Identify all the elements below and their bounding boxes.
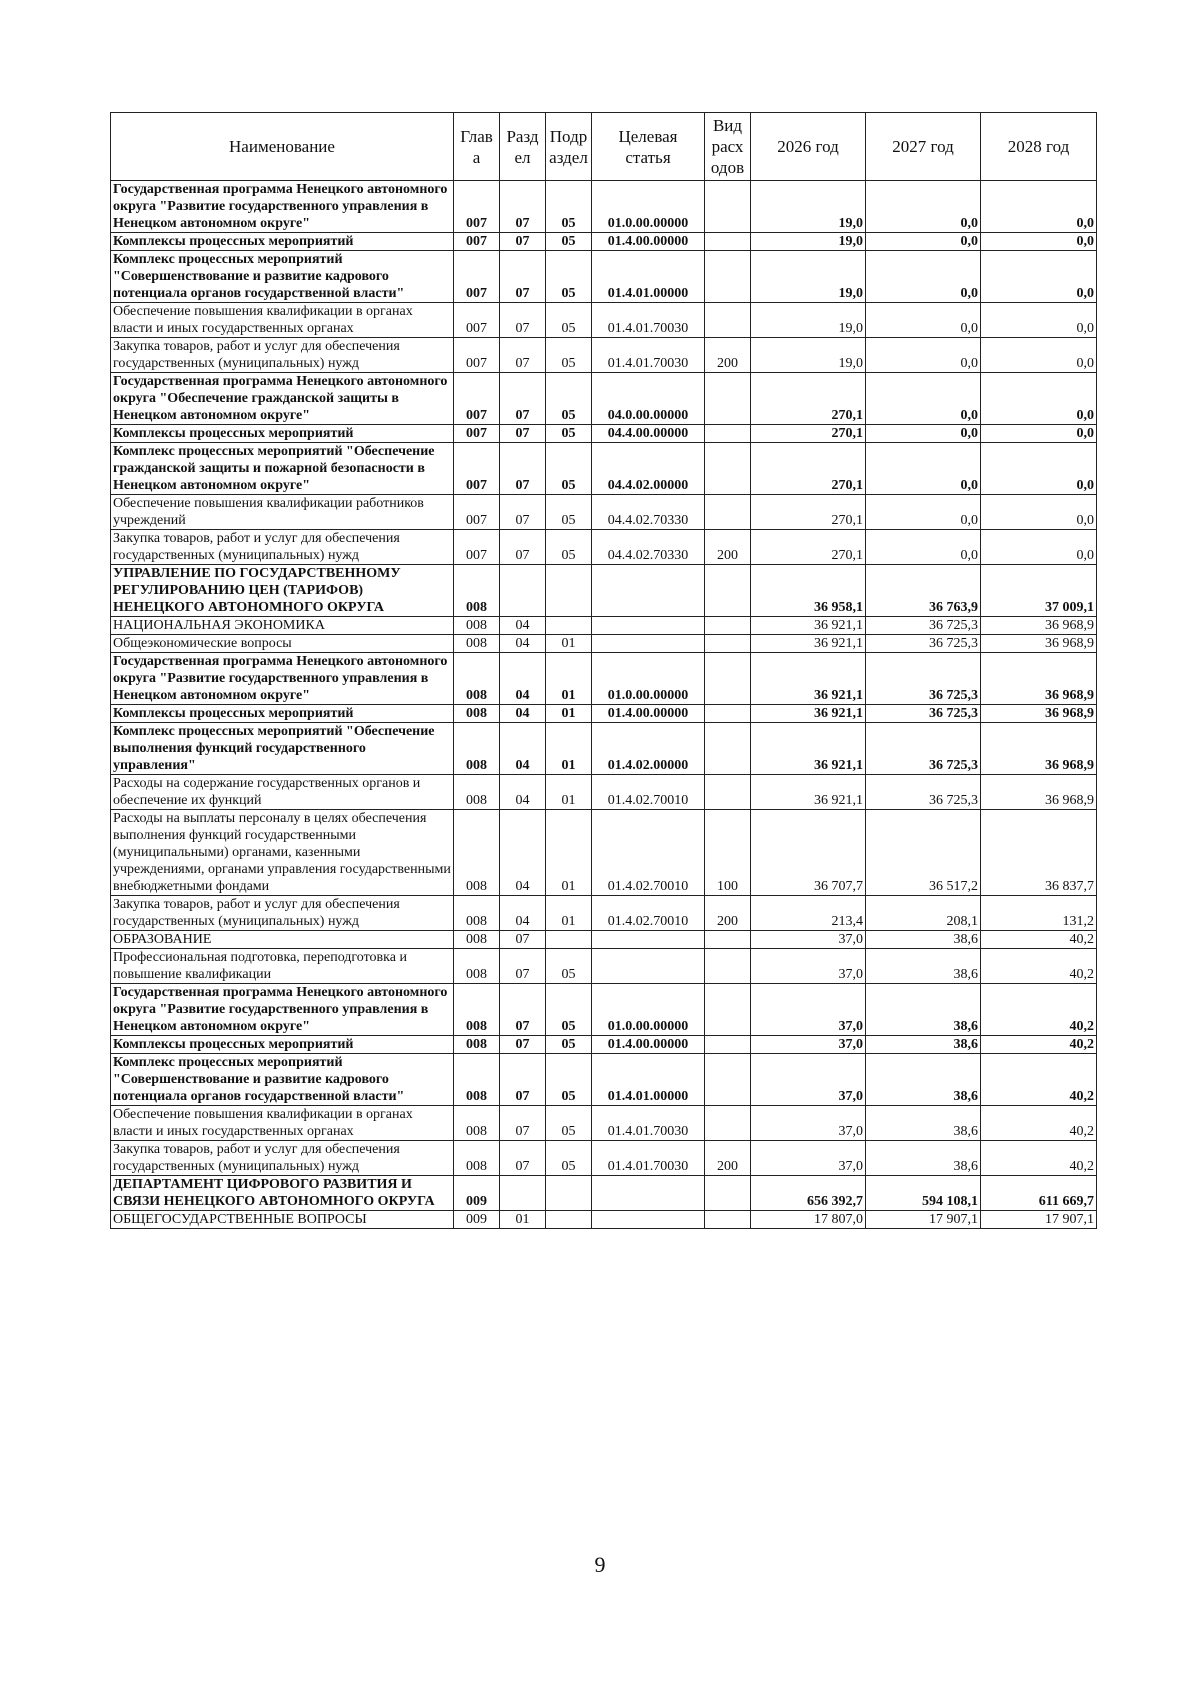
cell-2027: 0,0 — [866, 373, 981, 425]
cell-target-article: 01.4.01.00000 — [592, 251, 705, 303]
cell-chapter: 007 — [454, 373, 500, 425]
table-row — [111, 617, 1097, 635]
cell-2027: 36 725,3 — [866, 723, 981, 775]
header-expense-type: Вид расх одов — [705, 113, 751, 181]
page-number: 9 — [594, 1552, 606, 1577]
cell-section: 04 — [500, 723, 546, 775]
cell-section: 07 — [500, 949, 546, 984]
cell-2027: 38,6 — [866, 949, 981, 984]
table-row — [111, 530, 1097, 565]
table-row — [111, 635, 1097, 653]
cell-target-article — [592, 635, 705, 653]
table-row — [111, 1211, 1097, 1229]
table-row — [111, 653, 1097, 705]
cell-name: ОБРАЗОВАНИЕ — [111, 931, 454, 949]
cell-target-article: 01.0.00.00000 — [592, 653, 705, 705]
cell-chapter: 008 — [454, 653, 500, 705]
cell-section: 07 — [500, 984, 546, 1036]
cell-2028: 36 968,9 — [981, 653, 1097, 705]
cell-chapter: 007 — [454, 233, 500, 251]
cell-name: Комплексы процессных мероприятий — [111, 1036, 454, 1054]
table-row — [111, 303, 1097, 338]
cell-subsection: 01 — [546, 635, 592, 653]
cell-2027: 36 725,3 — [866, 775, 981, 810]
cell-section: 07 — [500, 233, 546, 251]
cell-target-article: 01.4.02.70010 — [592, 896, 705, 931]
cell-target-article: 01.4.02.00000 — [592, 723, 705, 775]
cell-name: Государственная программа Ненецкого автономного округа "Обеспечение гражданской защиты в Ненецком автономном округе" — [111, 373, 454, 425]
cell-expense-type — [705, 1054, 751, 1106]
cell-2028: 40,2 — [981, 949, 1097, 984]
cell-2026: 19,0 — [751, 338, 866, 373]
header-year-2028: 2028 год — [981, 113, 1097, 181]
cell-section: 04 — [500, 617, 546, 635]
cell-target-article: 01.4.00.00000 — [592, 1036, 705, 1054]
table-row — [111, 443, 1097, 495]
cell-section: 01 — [500, 1211, 546, 1229]
cell-section: 07 — [500, 338, 546, 373]
cell-name: Комплекс процессных мероприятий "Обеспечение выполнения функций государственного управления" — [111, 723, 454, 775]
cell-expense-type — [705, 984, 751, 1036]
cell-chapter: 008 — [454, 896, 500, 931]
cell-expense-type: 100 — [705, 810, 751, 896]
cell-subsection: 01 — [546, 810, 592, 896]
cell-subsection: 05 — [546, 1141, 592, 1176]
cell-2027: 594 108,1 — [866, 1176, 981, 1211]
cell-expense-type — [705, 705, 751, 723]
cell-chapter: 007 — [454, 443, 500, 495]
table-row — [111, 1141, 1097, 1176]
cell-subsection: 05 — [546, 530, 592, 565]
table-header-row — [111, 113, 1097, 181]
cell-chapter: 008 — [454, 810, 500, 896]
cell-subsection: 05 — [546, 443, 592, 495]
cell-section: 07 — [500, 495, 546, 530]
cell-chapter: 008 — [454, 1054, 500, 1106]
cell-2027: 38,6 — [866, 984, 981, 1036]
cell-2026: 37,0 — [751, 1054, 866, 1106]
cell-expense-type — [705, 1211, 751, 1229]
cell-subsection: 05 — [546, 984, 592, 1036]
cell-section: 04 — [500, 653, 546, 705]
cell-2026: 270,1 — [751, 373, 866, 425]
cell-expense-type — [705, 303, 751, 338]
cell-chapter: 007 — [454, 425, 500, 443]
cell-subsection: 05 — [546, 495, 592, 530]
cell-2028: 0,0 — [981, 530, 1097, 565]
table-row — [111, 705, 1097, 723]
cell-expense-type — [705, 373, 751, 425]
cell-section: 04 — [500, 896, 546, 931]
cell-target-article: 04.4.02.70330 — [592, 495, 705, 530]
cell-target-article — [592, 617, 705, 635]
cell-expense-type — [705, 443, 751, 495]
cell-name: Закупка товаров, работ и услуг для обеспечения государственных (муниципальных) нужд — [111, 1141, 454, 1176]
cell-2027: 38,6 — [866, 931, 981, 949]
cell-2026: 19,0 — [751, 303, 866, 338]
cell-name: Закупка товаров, работ и услуг для обеспечения государственных (муниципальных) нужд — [111, 530, 454, 565]
cell-name: Комплексы процессных мероприятий — [111, 705, 454, 723]
cell-target-article — [592, 565, 705, 617]
cell-2026: 36 921,1 — [751, 775, 866, 810]
cell-expense-type — [705, 653, 751, 705]
cell-2028: 0,0 — [981, 233, 1097, 251]
cell-section: 07 — [500, 1106, 546, 1141]
cell-name: ДЕПАРТАМЕНТ ЦИФРОВОГО РАЗВИТИЯ И СВЯЗИ НЕНЕЦКОГО АВТОНОМНОГО ОКРУГА — [111, 1176, 454, 1211]
cell-name: Комплекс процессных мероприятий "Совершенствование и развитие кадрового потенциала органов государственной власти" — [111, 1054, 454, 1106]
cell-2026: 37,0 — [751, 1106, 866, 1141]
table-row — [111, 233, 1097, 251]
cell-2027: 36 517,2 — [866, 810, 981, 896]
cell-chapter: 008 — [454, 1141, 500, 1176]
cell-2028: 36 968,9 — [981, 775, 1097, 810]
cell-chapter: 009 — [454, 1176, 500, 1211]
header-year-2026: 2026 год — [751, 113, 866, 181]
cell-expense-type — [705, 635, 751, 653]
cell-chapter: 008 — [454, 931, 500, 949]
cell-name: Государственная программа Ненецкого автономного округа "Развитие государственного управления в Ненецком автономном округе" — [111, 653, 454, 705]
cell-section: 04 — [500, 810, 546, 896]
header-year-2027: 2027 год — [866, 113, 981, 181]
table-row — [111, 495, 1097, 530]
cell-subsection — [546, 931, 592, 949]
cell-expense-type — [705, 1176, 751, 1211]
cell-name: НАЦИОНАЛЬНАЯ ЭКОНОМИКА — [111, 617, 454, 635]
cell-target-article — [592, 1211, 705, 1229]
table-row — [111, 949, 1097, 984]
cell-section: 07 — [500, 181, 546, 233]
cell-2026: 36 921,1 — [751, 635, 866, 653]
cell-chapter: 009 — [454, 1211, 500, 1229]
cell-name: Обеспечение повышения квалификации в органах власти и иных государственных органах — [111, 1106, 454, 1141]
cell-chapter: 008 — [454, 984, 500, 1036]
cell-subsection — [546, 1176, 592, 1211]
cell-2026: 37,0 — [751, 1036, 866, 1054]
header-name: Наименование — [111, 113, 454, 181]
cell-2027: 0,0 — [866, 425, 981, 443]
cell-chapter: 008 — [454, 775, 500, 810]
cell-target-article: 04.4.02.70330 — [592, 530, 705, 565]
cell-2028: 611 669,7 — [981, 1176, 1097, 1211]
cell-2027: 36 725,3 — [866, 653, 981, 705]
cell-2028: 131,2 — [981, 896, 1097, 931]
cell-2028: 36 968,9 — [981, 705, 1097, 723]
cell-section: 07 — [500, 425, 546, 443]
cell-subsection: 05 — [546, 1054, 592, 1106]
cell-chapter: 008 — [454, 705, 500, 723]
cell-name: Комплекс процессных мероприятий "Обеспечение гражданской защиты и пожарной безопасности в Ненецком автономном округе" — [111, 443, 454, 495]
cell-section: 04 — [500, 635, 546, 653]
cell-2027: 0,0 — [866, 495, 981, 530]
cell-2027: 36 725,3 — [866, 635, 981, 653]
header-target-article: Целевая статья — [592, 113, 705, 181]
cell-subsection — [546, 1211, 592, 1229]
cell-2027: 17 907,1 — [866, 1211, 981, 1229]
cell-name: Закупка товаров, работ и услуг для обеспечения государственных (муниципальных) нужд — [111, 896, 454, 931]
cell-expense-type: 200 — [705, 1141, 751, 1176]
cell-name: ОБЩЕГОСУДАРСТВЕННЫЕ ВОПРОСЫ — [111, 1211, 454, 1229]
table-row — [111, 1036, 1097, 1054]
cell-expense-type: 200 — [705, 896, 751, 931]
cell-chapter: 007 — [454, 338, 500, 373]
cell-chapter: 007 — [454, 181, 500, 233]
cell-target-article: 01.4.02.70010 — [592, 775, 705, 810]
cell-expense-type — [705, 565, 751, 617]
cell-chapter: 008 — [454, 949, 500, 984]
cell-subsection: 05 — [546, 233, 592, 251]
table-row — [111, 373, 1097, 425]
cell-target-article: 04.0.00.00000 — [592, 373, 705, 425]
cell-chapter: 008 — [454, 635, 500, 653]
cell-2028: 0,0 — [981, 373, 1097, 425]
cell-2028: 36 968,9 — [981, 723, 1097, 775]
cell-target-article — [592, 931, 705, 949]
cell-target-article: 01.0.00.00000 — [592, 984, 705, 1036]
table-row — [111, 338, 1097, 373]
cell-expense-type — [705, 775, 751, 810]
table-body — [111, 181, 1097, 1229]
cell-2028: 36 968,9 — [981, 635, 1097, 653]
header-section: Разд ел — [500, 113, 546, 181]
table-row — [111, 896, 1097, 931]
table-row — [111, 565, 1097, 617]
cell-name: Закупка товаров, работ и услуг для обеспечения государственных (муниципальных) нужд — [111, 338, 454, 373]
cell-name: Комплексы процессных мероприятий — [111, 233, 454, 251]
cell-section: 07 — [500, 931, 546, 949]
cell-2027: 0,0 — [866, 303, 981, 338]
cell-section: 07 — [500, 1054, 546, 1106]
cell-subsection: 05 — [546, 949, 592, 984]
cell-2028: 37 009,1 — [981, 565, 1097, 617]
cell-2027: 38,6 — [866, 1054, 981, 1106]
cell-2028: 0,0 — [981, 443, 1097, 495]
cell-subsection: 05 — [546, 373, 592, 425]
cell-chapter: 007 — [454, 530, 500, 565]
cell-section: 07 — [500, 1036, 546, 1054]
cell-subsection: 01 — [546, 723, 592, 775]
table-row — [111, 810, 1097, 896]
table-row — [111, 425, 1097, 443]
cell-subsection: 05 — [546, 303, 592, 338]
cell-name: Общеэкономические вопросы — [111, 635, 454, 653]
cell-2026: 19,0 — [751, 181, 866, 233]
cell-2028: 36 968,9 — [981, 617, 1097, 635]
cell-subsection: 01 — [546, 705, 592, 723]
cell-expense-type — [705, 181, 751, 233]
cell-2027: 38,6 — [866, 1036, 981, 1054]
cell-2027: 36 725,3 — [866, 705, 981, 723]
cell-2028: 36 837,7 — [981, 810, 1097, 896]
cell-target-article — [592, 1176, 705, 1211]
cell-2026: 37,0 — [751, 949, 866, 984]
cell-section: 07 — [500, 303, 546, 338]
cell-2027: 0,0 — [866, 530, 981, 565]
cell-2027: 36 725,3 — [866, 617, 981, 635]
table-row — [111, 181, 1097, 233]
cell-name: Обеспечение повышения квалификации работников учреждений — [111, 495, 454, 530]
cell-subsection: 05 — [546, 1036, 592, 1054]
cell-subsection — [546, 565, 592, 617]
cell-2026: 36 921,1 — [751, 653, 866, 705]
cell-name: Государственная программа Ненецкого автономного округа "Развитие государственного управления в Ненецком автономном округе" — [111, 181, 454, 233]
cell-2027: 208,1 — [866, 896, 981, 931]
cell-name: Профессиональная подготовка, переподготовка и повышение квалификации — [111, 949, 454, 984]
cell-chapter: 007 — [454, 251, 500, 303]
cell-2028: 0,0 — [981, 251, 1097, 303]
cell-2026: 36 921,1 — [751, 617, 866, 635]
cell-expense-type — [705, 495, 751, 530]
cell-subsection: 05 — [546, 425, 592, 443]
cell-2028: 0,0 — [981, 425, 1097, 443]
cell-2027: 0,0 — [866, 443, 981, 495]
cell-2028: 40,2 — [981, 984, 1097, 1036]
cell-2026: 36 707,7 — [751, 810, 866, 896]
cell-section: 07 — [500, 373, 546, 425]
cell-section: 07 — [500, 530, 546, 565]
cell-2026: 36 958,1 — [751, 565, 866, 617]
cell-2026: 213,4 — [751, 896, 866, 931]
cell-2028: 40,2 — [981, 1036, 1097, 1054]
cell-2026: 17 807,0 — [751, 1211, 866, 1229]
table-row — [111, 1106, 1097, 1141]
cell-2028: 0,0 — [981, 303, 1097, 338]
cell-2026: 36 921,1 — [751, 723, 866, 775]
cell-2026: 37,0 — [751, 1141, 866, 1176]
cell-chapter: 008 — [454, 1036, 500, 1054]
cell-target-article: 01.4.02.70010 — [592, 810, 705, 896]
cell-expense-type — [705, 251, 751, 303]
table-row — [111, 723, 1097, 775]
cell-target-article: 01.4.01.00000 — [592, 1054, 705, 1106]
cell-2027: 0,0 — [866, 338, 981, 373]
cell-section — [500, 1176, 546, 1211]
cell-target-article: 01.4.01.70030 — [592, 1141, 705, 1176]
cell-2028: 40,2 — [981, 1106, 1097, 1141]
cell-section: 07 — [500, 1141, 546, 1176]
cell-chapter: 008 — [454, 617, 500, 635]
cell-2027: 36 763,9 — [866, 565, 981, 617]
cell-section: 04 — [500, 705, 546, 723]
cell-name: Комплекс процессных мероприятий "Совершенствование и развитие кадрового потенциала органов государственной власти" — [111, 251, 454, 303]
cell-subsection: 01 — [546, 775, 592, 810]
cell-2026: 656 392,7 — [751, 1176, 866, 1211]
cell-chapter: 008 — [454, 723, 500, 775]
cell-chapter: 007 — [454, 303, 500, 338]
cell-subsection: 05 — [546, 181, 592, 233]
cell-2026: 37,0 — [751, 984, 866, 1036]
cell-2026: 19,0 — [751, 233, 866, 251]
cell-name: Обеспечение повышения квалификации в органах власти и иных государственных органах — [111, 303, 454, 338]
cell-chapter: 007 — [454, 495, 500, 530]
table-row — [111, 251, 1097, 303]
header-chapter: Глав а — [454, 113, 500, 181]
cell-2026: 270,1 — [751, 443, 866, 495]
cell-2026: 270,1 — [751, 530, 866, 565]
cell-name: Расходы на выплаты персоналу в целях обеспечения выполнения функций государственными (муниципальными) органами, казенными учреждениями, органами управления государственными внебюджетными фондами — [111, 810, 454, 896]
cell-section: 07 — [500, 443, 546, 495]
cell-target-article: 01.4.01.70030 — [592, 338, 705, 373]
cell-target-article: 01.0.00.00000 — [592, 181, 705, 233]
cell-subsection: 05 — [546, 251, 592, 303]
cell-2026: 19,0 — [751, 251, 866, 303]
cell-2027: 0,0 — [866, 251, 981, 303]
cell-expense-type — [705, 1036, 751, 1054]
cell-2028: 40,2 — [981, 1141, 1097, 1176]
cell-subsection: 01 — [546, 653, 592, 705]
cell-2026: 37,0 — [751, 931, 866, 949]
cell-expense-type — [705, 1106, 751, 1141]
cell-name: УПРАВЛЕНИЕ ПО ГОСУДАРСТВЕННОМУ РЕГУЛИРОВАНИЮ ЦЕН (ТАРИФОВ) НЕНЕЦКОГО АВТОНОМНОГО ОКРУГА — [111, 565, 454, 617]
cell-target-article: 04.4.00.00000 — [592, 425, 705, 443]
cell-subsection: 05 — [546, 1106, 592, 1141]
cell-target-article: 01.4.01.70030 — [592, 1106, 705, 1141]
cell-expense-type — [705, 233, 751, 251]
cell-name: Государственная программа Ненецкого автономного округа "Развитие государственного управления в Ненецком автономном округе" — [111, 984, 454, 1036]
cell-2028: 40,2 — [981, 1054, 1097, 1106]
cell-expense-type: 200 — [705, 530, 751, 565]
cell-section: 04 — [500, 775, 546, 810]
cell-section — [500, 565, 546, 617]
cell-2028: 17 907,1 — [981, 1211, 1097, 1229]
cell-2027: 38,6 — [866, 1106, 981, 1141]
cell-name: Комплексы процессных мероприятий — [111, 425, 454, 443]
cell-2027: 0,0 — [866, 181, 981, 233]
cell-expense-type — [705, 617, 751, 635]
cell-target-article: 01.4.01.70030 — [592, 303, 705, 338]
cell-expense-type — [705, 723, 751, 775]
cell-target-article: 01.4.00.00000 — [592, 705, 705, 723]
cell-subsection — [546, 617, 592, 635]
cell-name: Расходы на содержание государственных органов и обеспечение их функций — [111, 775, 454, 810]
cell-expense-type — [705, 949, 751, 984]
table-row — [111, 931, 1097, 949]
cell-2028: 0,0 — [981, 181, 1097, 233]
header-subsection: Подр аздел — [546, 113, 592, 181]
cell-target-article — [592, 949, 705, 984]
cell-subsection: 01 — [546, 896, 592, 931]
cell-chapter: 008 — [454, 565, 500, 617]
cell-subsection: 05 — [546, 338, 592, 373]
table-row — [111, 775, 1097, 810]
cell-section: 07 — [500, 251, 546, 303]
table-row — [111, 984, 1097, 1036]
cell-2027: 38,6 — [866, 1141, 981, 1176]
cell-2026: 270,1 — [751, 425, 866, 443]
cell-target-article: 01.4.00.00000 — [592, 233, 705, 251]
cell-chapter: 008 — [454, 1106, 500, 1141]
cell-2028: 40,2 — [981, 931, 1097, 949]
cell-2028: 0,0 — [981, 338, 1097, 373]
cell-expense-type — [705, 931, 751, 949]
cell-2026: 36 921,1 — [751, 705, 866, 723]
cell-target-article: 04.4.02.00000 — [592, 443, 705, 495]
cell-2027: 0,0 — [866, 233, 981, 251]
cell-2026: 270,1 — [751, 495, 866, 530]
cell-expense-type — [705, 425, 751, 443]
cell-expense-type: 200 — [705, 338, 751, 373]
table-row — [111, 1176, 1097, 1211]
cell-2028: 0,0 — [981, 495, 1097, 530]
budget-table — [110, 112, 1097, 1229]
table-row — [111, 1054, 1097, 1106]
